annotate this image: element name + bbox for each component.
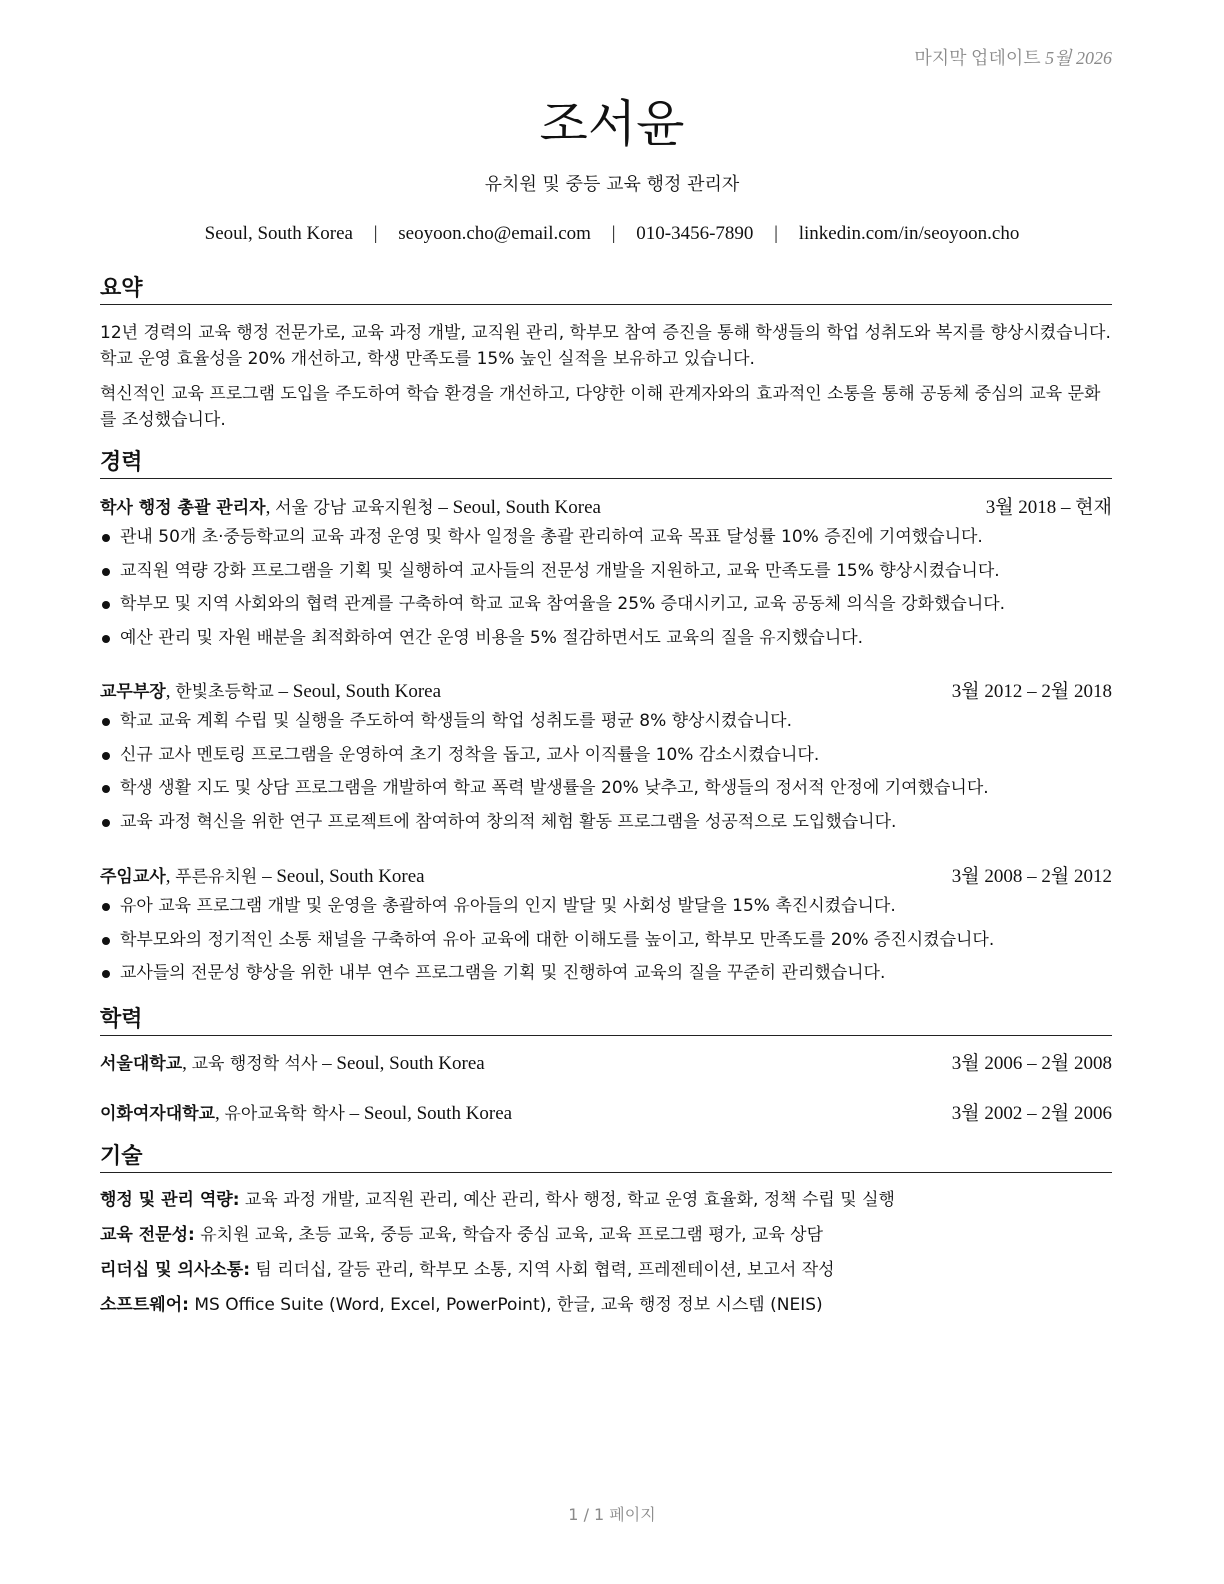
contact-linkedin[interactable]: linkedin.com/in/seoyoon.cho: [798, 223, 1020, 244]
job-location: Seoul, South Korea: [452, 497, 601, 518]
list-item: 관내 50개 초·중등학교의 교육 과정 운영 및 학사 일정을 총괄 관리하여 교육 목표 달성률 10% 증진에 기여했습니다.: [100, 521, 1112, 555]
job-header: 학사 행정 총괄 관리자, 서울 강남 교육지원청 – Seoul, South Korea 3월 2018 – 현재: [100, 497, 1112, 518]
job-title: 학사 행정 총괄 관리자: [100, 498, 266, 518]
job-title: 교무부장: [100, 682, 166, 702]
education-school: 이화여자대학교: [100, 1104, 215, 1124]
job-org: 서울 강남 교육지원청: [275, 498, 434, 518]
job-org: 푸른유치원: [175, 867, 258, 887]
experience-heading: 경력: [100, 450, 1112, 479]
education-dates: 3월 2002 – 2월 2006: [951, 1103, 1112, 1124]
list-item: 예산 관리 및 자원 배분을 최적화하여 연간 운영 비용을 5% 절감하면서도 교육의 질을 유지했습니다.: [100, 622, 1112, 656]
skills-heading: 기술: [100, 1144, 1112, 1173]
skill-value: 교육 과정 개발, 교직원 관리, 예산 관리, 학사 행정, 학교 운영 효율화, 정책 수립 및 실행: [244, 1190, 895, 1210]
list-item: 학부모와의 정기적인 소통 채널을 구축하여 유아 교육에 대한 이해도를 높이고, 학부모 만족도를 20% 증진시켰습니다.: [100, 924, 1112, 958]
education-item: 이화여자대학교, 유아교육학 학사 – Seoul, South Korea 3월 2002 – 2월 2006: [100, 1103, 1112, 1124]
contact-email[interactable]: seoyoon.cho@email.com: [398, 223, 591, 244]
list-item: 교사들의 전문성 향상을 위한 내부 연수 프로그램을 기획 및 진행하여 교육의 질을 꾸준히 관리했습니다.: [100, 957, 1112, 991]
education-location: Seoul, South Korea: [336, 1053, 485, 1074]
last-updated: [914, 44, 1112, 70]
skill-row: [100, 1223, 1112, 1247]
education-degree: 교육 행정학 석사: [191, 1054, 318, 1074]
contact-separator: |: [373, 223, 378, 244]
skill-label: 리더십 및 의사소통:: [100, 1260, 251, 1280]
education-item: 서울대학교, 교육 행정학 석사 – Seoul, South Korea 3월 2006 – 2월 2008: [100, 1053, 1112, 1074]
summary-heading: 요약: [100, 276, 1112, 305]
contact-separator: |: [774, 223, 778, 244]
skill-value: 팀 리더십, 갈등 관리, 학부모 소통, 지역 사회 협력, 프레젠테이션, 보고서 작성: [255, 1260, 835, 1280]
skill-row: [100, 1293, 1112, 1317]
education-degree: 유아교육학 학사: [224, 1104, 345, 1124]
last-updated-date: 5월 2026: [1045, 48, 1112, 68]
list-item: 학생 생활 지도 및 상담 프로그램을 개발하여 학교 폭력 발생률을 20% 낮추고, 학생들의 정서적 안정에 기여했습니다.: [100, 772, 1112, 806]
contact-location: Seoul, South Korea: [204, 223, 353, 244]
job-dates: 3월 2012 – 2월 2018: [951, 681, 1112, 702]
education-location: Seoul, South Korea: [363, 1103, 513, 1124]
education-heading: 학력: [100, 1007, 1112, 1036]
skill-value: 유치원 교육, 초등 교육, 중등 교육, 학습자 중심 교육, 교육 프로그램 평가, 교육 상담: [200, 1225, 824, 1245]
job-dates: 3월 2018 – 현재: [985, 497, 1112, 518]
job-header: 교무부장, 한빛초등학교 – Seoul, South Korea 3월 2012 – 2월 2018: [100, 681, 1112, 702]
skill-value: MS Office Suite (Word, Excel, PowerPoint), 한글, 교육 행정 정보 시스템 (NEIS): [194, 1295, 823, 1315]
list-item: 신규 교사 멘토링 프로그램을 운영하여 초기 정착을 돕고, 교사 이직률을 10% 감소시켰습니다.: [100, 739, 1112, 773]
candidate-name: 조서윤: [539, 95, 685, 153]
skill-label: 행정 및 관리 역량:: [100, 1190, 240, 1210]
skill-label: 교육 전문성:: [100, 1225, 195, 1245]
page-number: 1 / 1 페이지: [568, 1505, 656, 1524]
skill-row: [100, 1258, 1112, 1282]
contact-line: [0, 223, 1224, 245]
job-bullets: [100, 521, 1112, 655]
summary-paragraph: 12년 경력의 교육 행정 전문가로, 교육 과정 개발, 교직원 관리, 학부모 참여 증진을 통해 학생들의 학업 성취도와 복지를 향상시켰습니다. 학교 운영 효율성을 20% 개선하고, 학생 만족도를 15% 높인 실적을 보유하고 있습니다.: [100, 323, 1111, 369]
job-title: 주임교사: [100, 867, 166, 887]
summary-paragraph: 혁신적인 교육 프로그램 도입을 주도하여 학습 환경을 개선하고, 다양한 이해 관계자와의 효과적인 소통을 통해 공동체 중심의 교육 문화를 조성했습니다.: [100, 384, 1101, 430]
education-dates: 3월 2006 – 2월 2008: [951, 1053, 1112, 1074]
skill-label: 소프트웨어:: [100, 1295, 189, 1315]
skill-row: [100, 1188, 1112, 1212]
job-location: Seoul, South Korea: [292, 681, 442, 702]
education-school: 서울대학교: [100, 1054, 183, 1074]
list-item: 학교 교육 계획 수립 및 실행을 주도하여 학생들의 학업 성취도를 평균 8% 향상시켰습니다.: [100, 705, 1112, 739]
job-dates: 3월 2008 – 2월 2012: [951, 866, 1112, 887]
list-item: 교육 과정 혁신을 위한 연구 프로젝트에 참여하여 창의적 체험 활동 프로그램을 성공적으로 도입했습니다.: [100, 806, 1112, 840]
job-bullets: [100, 705, 1112, 839]
job-header: 주임교사, 푸른유치원 – Seoul, South Korea 3월 2008 – 2월 2012: [100, 866, 1112, 887]
job-org: 한빛초등학교: [175, 682, 274, 702]
job-location: Seoul, South Korea: [276, 866, 425, 887]
last-updated-label: 마지막 업데이트: [914, 48, 1041, 68]
job-bullets: [100, 890, 1112, 991]
list-item: 교직원 역량 강화 프로그램을 기획 및 실행하여 교사들의 전문성 개발을 지원하고, 교육 만족도를 15% 향상시켰습니다.: [100, 555, 1112, 589]
candidate-title: 유치원 및 중등 교육 행정 관리자: [484, 174, 740, 195]
list-item: 학부모 및 지역 사회와의 협력 관계를 구축하여 학교 교육 참여율을 25% 증대시키고, 교육 공동체 의식을 강화했습니다.: [100, 588, 1112, 622]
list-item: 유아 교육 프로그램 개발 및 운영을 총괄하여 유아들의 인지 발달 및 사회성 발달을 15% 촉진시켰습니다.: [100, 890, 1112, 924]
contact-separator: |: [611, 223, 616, 244]
contact-phone[interactable]: 010-3456-7890: [636, 223, 754, 244]
